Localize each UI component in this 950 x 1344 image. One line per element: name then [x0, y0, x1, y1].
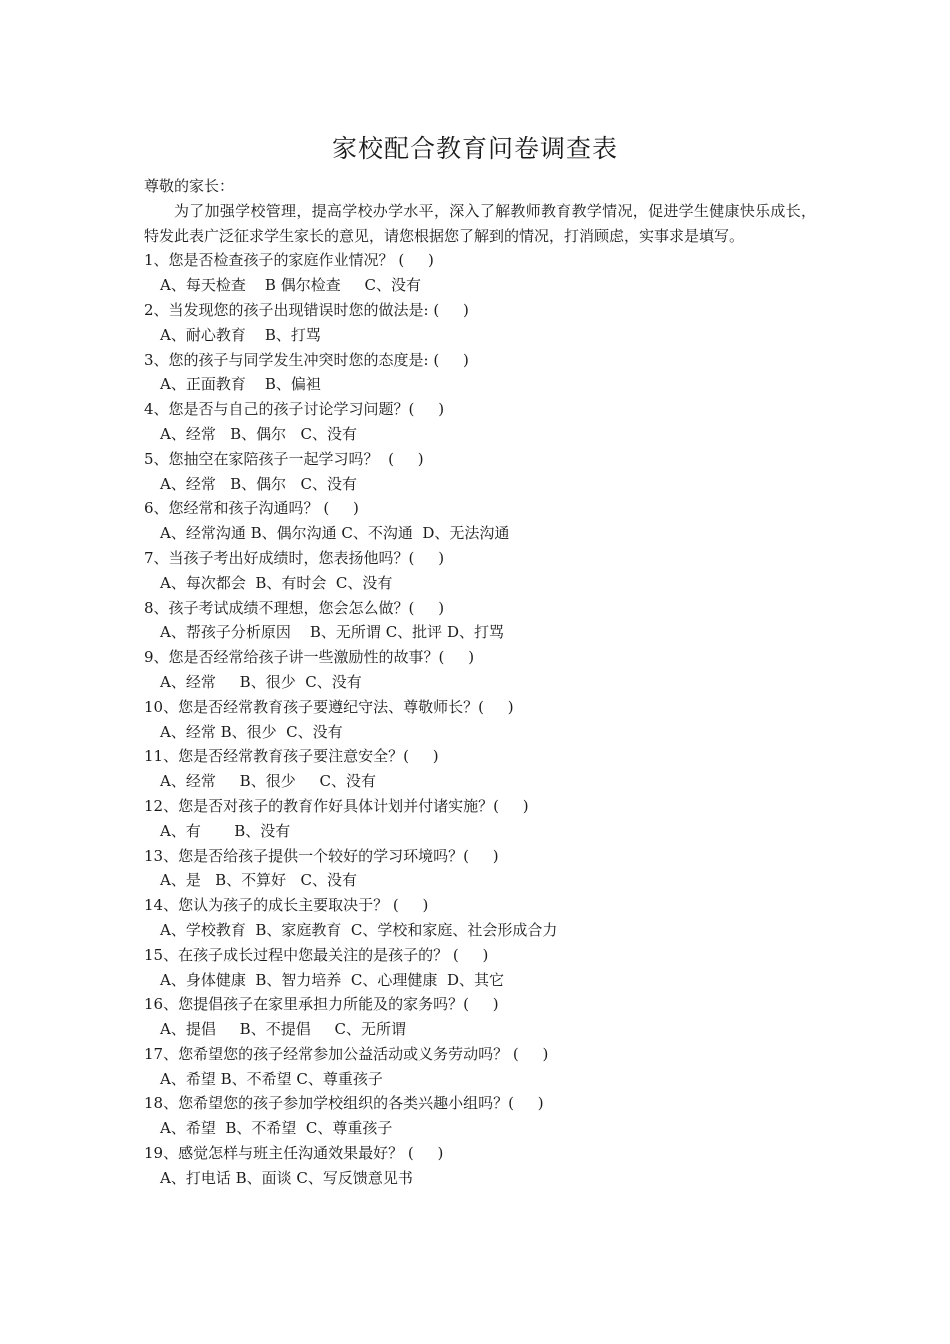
question-text: 1、您是否检查孩子的家庭作业情况？ ( )	[144, 251, 434, 270]
question-text: 17、您希望您的孩子经常参加公益活动或义务劳动吗？ ( )	[144, 1044, 549, 1063]
answer-options: A、经常 B、很少 C、没有	[160, 772, 377, 791]
question-text: 15、在孩子成长过程中您最关注的是孩子的？ ( )	[144, 945, 489, 964]
answer-options: A、经常 B、偶尔 C、没有	[160, 474, 357, 493]
question-text: 7、当孩子考出好成绩时，您表扬他吗？( )	[144, 548, 445, 567]
question-text: 11、您是否经常教育孩子要注意安全？( )	[144, 747, 439, 766]
answer-options: A、希望 B、不希望 C、尊重孩子	[160, 1069, 383, 1088]
answer-options: A、帮孩子分析原因 B、无所谓 C、批评 D、打骂	[160, 623, 504, 642]
question-text: 5、您抽空在家陪孩子一起学习吗？ ( )	[144, 449, 424, 468]
survey-body	[144, 174, 816, 1191]
answer-options: A、希望 B、不希望 C、尊重孩子	[160, 1119, 393, 1138]
answer-options: A、学校教育 B、家庭教育 C、学校和家庭、社会形成合力	[160, 920, 558, 939]
answer-options: A、每次都会 B、有时会 C、没有	[160, 573, 393, 592]
question-text: 6、您经常和孩子沟通吗？ ( )	[144, 499, 359, 518]
question-text: 19、感觉怎样与班主任沟通效果最好？ ( )	[144, 1144, 444, 1163]
salutation: 尊敬的家长：	[144, 177, 235, 195]
answer-options: A、每天检查 B 偶尔检查 C、没有	[160, 276, 422, 295]
question-text: 16、您提倡孩子在家里承担力所能及的家务吗？( )	[144, 995, 499, 1014]
answer-options: A、有 B、没有	[160, 821, 291, 840]
question-text: 2、当发现您的孩子出现错误时您的做法是: ( )	[144, 300, 469, 319]
question-text: 12、您是否对孩子的教育作好具体计划并付诸实施？( )	[144, 796, 529, 815]
question-text: 14、您认为孩子的成长主要取决于？ ( )	[144, 896, 429, 915]
page-title: 家校配合教育问卷调查表	[331, 134, 618, 163]
question-text: 13、您是否给孩子提供一个较好的学习环境吗？( )	[144, 846, 499, 865]
answer-options: A、提倡 B、不提倡 C、无所谓	[160, 1020, 407, 1039]
intro-paragraph: 为了加强学校管理，提高学校办学水平，深入了解教师教育教学情况，促进学生健康快乐成长，特发此表广泛征求学生家长的意见，请您根据您了解到的情况，打消顾虑，实事求是填写。	[144, 201, 816, 245]
answer-options: A、经常 B、偶尔 C、没有	[160, 424, 357, 443]
answer-options: A、经常 B、很少 C、没有	[160, 722, 343, 741]
answer-options: A、正面教育 B、偏袒	[160, 375, 321, 394]
answer-options: A、是 B、不算好 C、没有	[160, 871, 357, 890]
question-text: 8、孩子考试成绩不理想，您会怎么做？( )	[144, 598, 445, 617]
question-text: 9、您是否经常给孩子讲一些激励性的故事？( )	[144, 648, 475, 667]
question-list	[144, 248, 816, 1190]
question-text: 3、您的孩子与同学发生冲突时您的态度是: ( )	[144, 350, 469, 369]
question-text: 10、您是否经常教育孩子要遵纪守法、尊敬师长？( )	[144, 697, 514, 716]
answer-options: A、身体健康 B、智力培养 C、心理健康 D、其它	[160, 970, 504, 989]
answer-options: A、经常 B、很少 C、没有	[160, 672, 362, 691]
question-text: 4、您是否与自己的孩子讨论学习问题？( )	[144, 400, 445, 419]
answer-options: A、耐心教育 B、打骂	[160, 325, 321, 344]
answer-options: A、经常沟通 B、偶尔沟通 C、不沟通 D、无法沟通	[160, 524, 510, 543]
question-text: 18、您希望您的孩子参加学校组织的各类兴趣小组吗？( )	[144, 1094, 544, 1113]
answer-options: A、打电话 B、面谈 C、写反馈意见书	[160, 1168, 413, 1187]
